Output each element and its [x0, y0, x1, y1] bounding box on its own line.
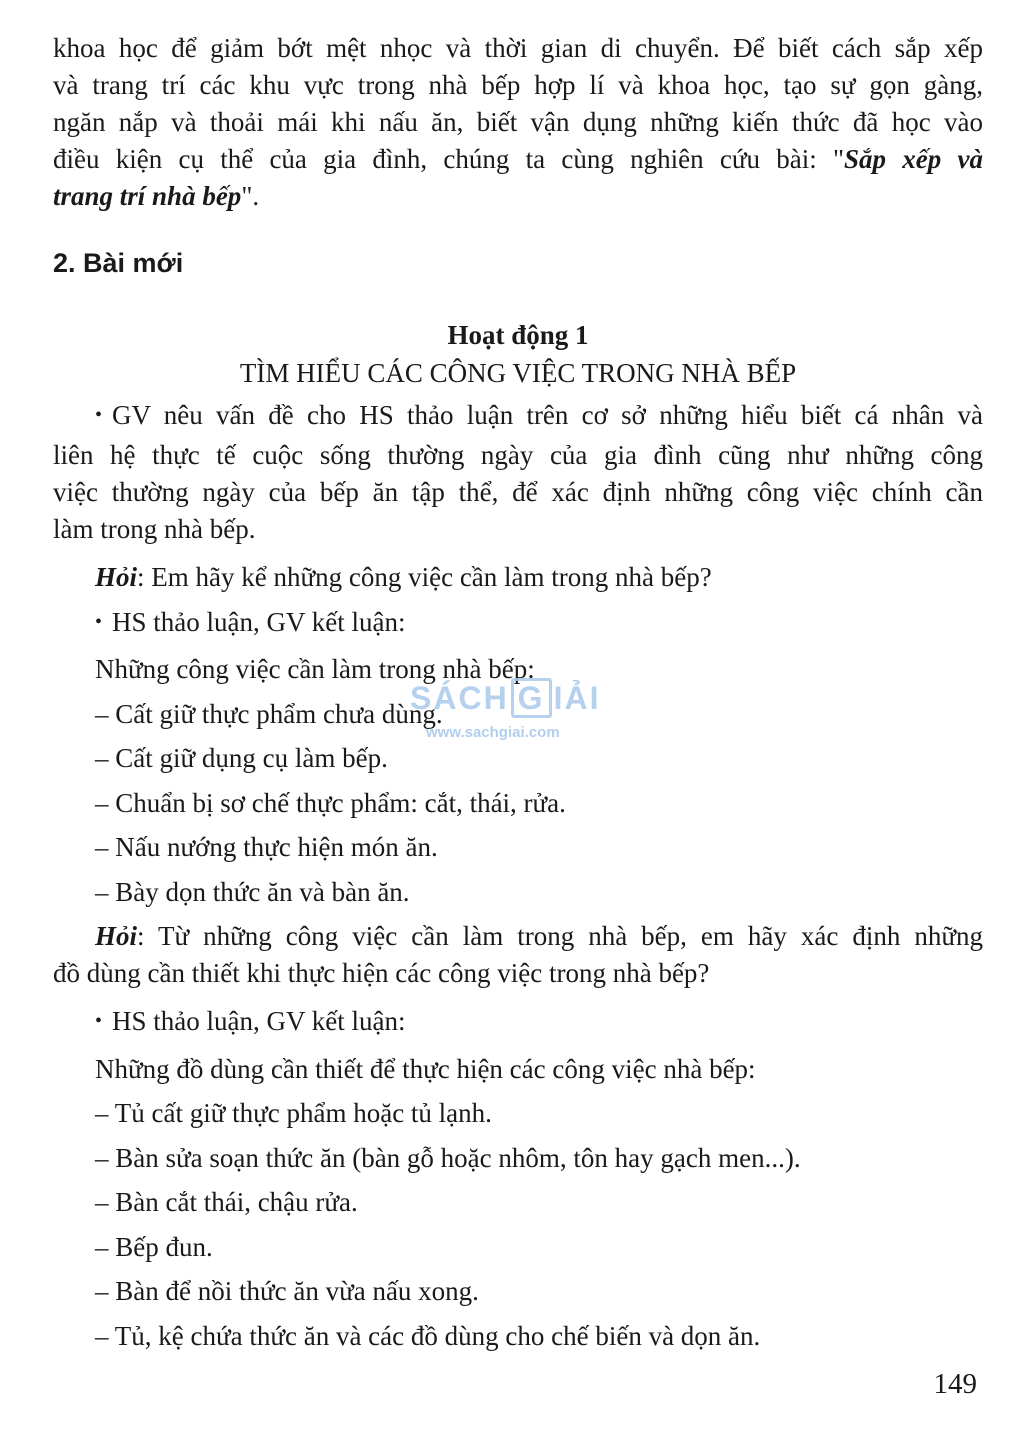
intro-text: điều kiện cụ thể của gia đình, chúng ta cùng nghiên cứu bài: " — [53, 144, 844, 174]
conclusion-text: HS thảo luận, GV kết luận: — [112, 1006, 406, 1036]
lesson-title-part: Sắp xếp và — [844, 144, 983, 174]
intro-line — [53, 141, 983, 178]
intro-line: khoa học để giảm bớt mệt nhọc và thời gian di chuyển. Để biết cách sắp xếp — [53, 33, 983, 63]
paragraph-line: liên hệ thực tế cuộc sống thường ngày của gia đình cũng như những công — [53, 440, 983, 470]
list-item: – Bàn cắt thái, chậu rửa. — [95, 1187, 358, 1217]
intro-line: ngăn nắp và thoải mái khi nấu ăn, biết vận dụng những kiến thức đã học vào — [53, 107, 983, 137]
question-label: Hỏi — [95, 921, 138, 951]
paragraph-1 — [53, 397, 983, 548]
intro-paragraph — [53, 30, 983, 215]
list-item: – Bày dọn thức ăn và bàn ăn. — [95, 876, 410, 907]
page-number: 149 — [933, 1368, 977, 1400]
question-text: : Em hãy kể những công việc cần làm trong nhà bếp? — [137, 562, 712, 592]
intro-line — [53, 178, 983, 215]
conclusion-2 — [53, 999, 983, 1047]
list-item: – Cất giữ thực phẩm chưa dùng. — [95, 698, 443, 729]
lesson-title-part: trang trí nhà bếp — [53, 181, 242, 211]
activity-title: Hoạt động 1 — [447, 320, 589, 350]
bullet-icon — [95, 607, 112, 637]
bullet-icon — [95, 1006, 112, 1036]
watermark-text: SÁCH — [410, 680, 509, 716]
activity-subtitle: TÌM HIỂU CÁC CÔNG VIỆC TRONG NHÀ BẾP — [239, 358, 797, 388]
question-text: : Từ những công việc cần làm trong nhà bếp, em hãy xác định những — [137, 921, 983, 951]
list-item: – Bếp đun. — [95, 1231, 213, 1262]
question-line: đồ dùng cần thiết khi thực hiện các công việc trong nhà bếp? — [53, 958, 710, 988]
paragraph-line: việc thường ngày của bếp ăn tập thể, để xác định những công việc chính cần — [53, 477, 983, 507]
list-item: – Bàn để nồi thức ăn vừa nấu xong. — [95, 1276, 479, 1306]
watermark-url: www.sachgiai.com — [426, 724, 560, 741]
paragraph-line — [53, 397, 983, 437]
paragraph-line: làm trong nhà bếp. — [53, 514, 256, 544]
list-2-heading: Những đồ dùng cần thiết để thực hiện các công việc nhà bếp: — [95, 1053, 756, 1084]
intro-line: và trang trí các khu vực trong nhà bếp hợp lí và khoa học, tạo sự gọn gàng, — [53, 70, 983, 100]
watermark-text: IẢI — [553, 680, 601, 716]
list-item: – Nấu nướng thực hiện món ăn. — [95, 832, 438, 862]
list-item: – Chuẩn bị sơ chế thực phẩm: cắt, thái, rửa. — [95, 787, 566, 818]
section-heading: 2. Bài mới — [53, 248, 184, 278]
page-content — [53, 30, 983, 1358]
question-2 — [53, 918, 983, 992]
question-label: Hỏi — [95, 562, 138, 592]
watermark-text: G — [511, 678, 552, 718]
conclusion-text: HS thảo luận, GV kết luận: — [112, 606, 406, 637]
question-1 — [53, 555, 983, 600]
list-item: – Tủ, kệ chứa thức ăn và các đồ dùng cho chế biến và dọn ăn. — [95, 1320, 761, 1351]
list-item: – Cất giữ dụng cụ làm bếp. — [95, 743, 388, 773]
list-item: – Tủ cất giữ thực phẩm hoặc tủ lạnh. — [95, 1098, 492, 1128]
question-line — [53, 918, 983, 955]
list-1-heading: Những công việc cần làm trong nhà bếp: — [95, 654, 535, 684]
conclusion-1 — [53, 600, 983, 648]
bullet-icon — [95, 400, 112, 430]
list-item: – Bàn sửa soạn thức ăn (bàn gỗ hoặc nhôm, tôn hay gạch men...). — [95, 1142, 801, 1173]
intro-text: ". — [241, 181, 260, 211]
paragraph-text: GV nêu vấn đề cho HS thảo luận trên cơ sở những hiểu biết cá nhân và — [112, 400, 983, 430]
